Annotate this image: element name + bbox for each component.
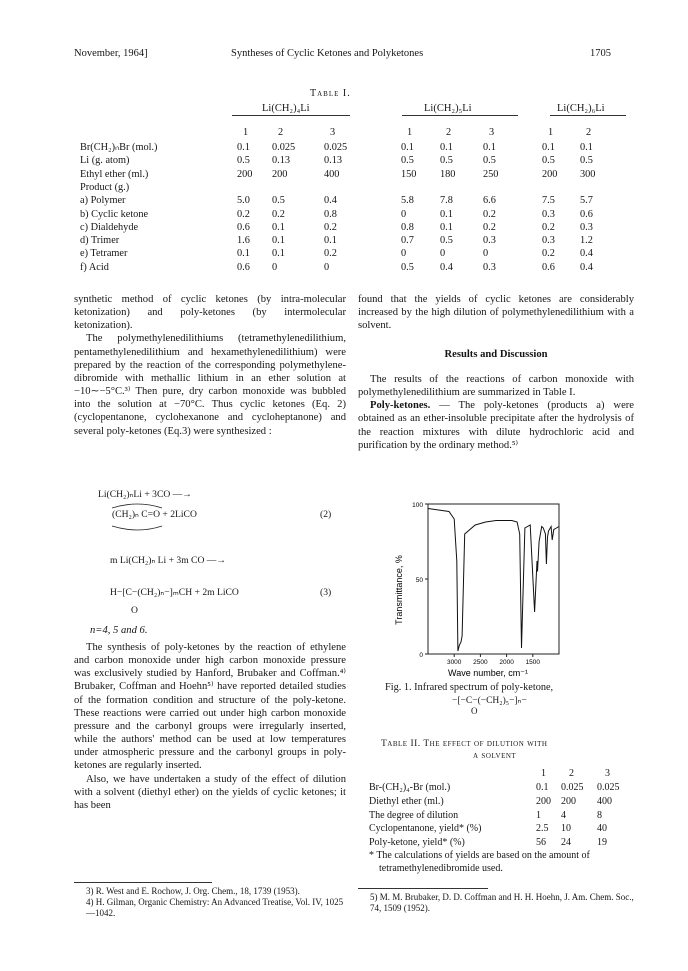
row-label: Br(CH₂)ₙBr (mol.) bbox=[80, 142, 158, 153]
table-cell: 0 bbox=[401, 208, 407, 220]
row-label: a) Polymer bbox=[80, 195, 126, 207]
equation-3-carbonyl-o: O bbox=[131, 605, 138, 616]
table-cell: 0 bbox=[401, 248, 407, 260]
table1-group-1: Li(CH₂)₄Li bbox=[262, 103, 310, 114]
figure-caption-formula: −[−C−(−CH₂)₅−]ₙ− bbox=[452, 696, 527, 706]
table-cell: 0.2 bbox=[272, 208, 285, 220]
footnote-3: 3) R. West and E. Rochow, J. Org. Chem., 18, 1739 (1953). bbox=[86, 886, 300, 896]
table-cell: 0.2 bbox=[483, 208, 496, 220]
table-row bbox=[0, 795, 612, 808]
table-cell: 6.6 bbox=[483, 195, 496, 207]
table-row bbox=[0, 154, 640, 167]
table-cell: 0.1 bbox=[401, 142, 414, 153]
table-row bbox=[0, 809, 602, 822]
table-row bbox=[0, 261, 640, 274]
table-cell: 0.1 bbox=[536, 782, 549, 793]
table-cell: 19 bbox=[597, 837, 607, 849]
table-cell: 0.1 bbox=[440, 142, 453, 153]
y-axis-label: Transmittance, % bbox=[394, 555, 404, 625]
x-tick-label: 2000 bbox=[499, 659, 514, 666]
table-cell: 1.2 bbox=[580, 235, 593, 247]
table-row bbox=[0, 822, 607, 835]
table1-group-2: Li(CH₂)₅Li bbox=[424, 103, 472, 114]
paragraph: The polymethylenedilithiums (tetramethylenedilithium, pentamethylenedilithium and hexamethylenedilithium) were prepared by the reaction of the corresponding polymethylene-dibromide with methallic lithium in an ether solution at −10∼−5°C.³⁾ Then pure, dry carbon monoxide was bubbled into the solution at −70°C. Thus cyclic ketones (Eq. 2) (cyclopentanone, cyclohexanone and cycloheptanone) and several poly-ketones (Eq.3) were synthesized : bbox=[74, 333, 346, 437]
table-cell: 0.7 bbox=[401, 235, 414, 247]
row-label: Ethyl ether (ml.) bbox=[80, 168, 149, 180]
x-axis-label: Wave number, cm⁻¹ bbox=[448, 668, 528, 678]
table-cell: 0.1 bbox=[237, 248, 250, 260]
table-cell: 7.5 bbox=[542, 195, 555, 207]
table-cell: 0.5 bbox=[237, 155, 250, 167]
table-row bbox=[0, 181, 640, 194]
table-cell: 0.1 bbox=[237, 142, 250, 153]
table-cell: 2.5 bbox=[536, 823, 549, 835]
table-cell: 0.2 bbox=[542, 221, 555, 233]
table-cell: 0.8 bbox=[324, 208, 337, 220]
paragraph: — The poly-ketones (products a) were obtained as an ether-insoluble precipitate after the hydrolysis of the reaction mixtures with dilute hydrochloric acid and purification by the ordinary method.⁵⁾ bbox=[358, 400, 634, 451]
section-title: Results and Discussion bbox=[444, 349, 548, 360]
table-cell: 0.3 bbox=[542, 235, 555, 247]
figure-caption-carbonyl-o: O bbox=[471, 706, 478, 716]
run-number: 3 bbox=[330, 127, 336, 138]
table-row bbox=[0, 168, 640, 181]
row-label: Cyclopentanone, yield* (%) bbox=[369, 823, 482, 835]
table-cell: 0.4 bbox=[440, 261, 453, 273]
row-label: Poly-ketone, yield* (%) bbox=[369, 837, 465, 849]
table-row bbox=[0, 247, 640, 260]
x-tick-label: 1500 bbox=[525, 659, 541, 666]
equation-2-number: (2) bbox=[320, 509, 332, 520]
table-cell: 56 bbox=[536, 837, 546, 849]
table-row bbox=[0, 234, 640, 247]
table-cell: 150 bbox=[401, 168, 417, 180]
table-row bbox=[0, 126, 640, 139]
equation-3-number: (3) bbox=[320, 587, 332, 598]
table-cell: 0.1 bbox=[580, 142, 593, 153]
table-cell: 0.8 bbox=[401, 221, 414, 233]
left-column bbox=[74, 293, 346, 438]
table-cell: 5.8 bbox=[401, 195, 414, 207]
table1-group-3: Li(CH₂)₆Li bbox=[557, 103, 605, 114]
table-cell: 0.2 bbox=[483, 221, 496, 233]
table1-group-brace bbox=[402, 115, 518, 125]
x-tick-label: 2500 bbox=[473, 659, 488, 666]
table1-group-brace bbox=[232, 115, 350, 125]
table-cell: 0.025 bbox=[597, 782, 620, 793]
table-cell: 0.5 bbox=[580, 155, 593, 167]
table-cell: 0.2 bbox=[542, 248, 555, 260]
run-number: 2 bbox=[278, 127, 284, 138]
table-cell: 200 bbox=[272, 168, 288, 180]
table1-group-brace bbox=[550, 115, 626, 125]
table-cell: 200 bbox=[542, 168, 558, 180]
row-label: e) Tetramer bbox=[80, 248, 128, 260]
run-number: 1 bbox=[407, 127, 413, 138]
paragraph: The results of the reactions of carbon monoxide with polymethylenedilithium are summarized in Table I. bbox=[358, 374, 634, 399]
table-cell: 0 bbox=[324, 261, 330, 273]
table-cell: 0.1 bbox=[483, 142, 496, 153]
paragraph: Also, we have undertaken a study of the effect of dilution with a solvent (diethyl ether) on the yields of cyclic ketones; it has been bbox=[74, 773, 346, 811]
row-label: Diethyl ether (ml.) bbox=[369, 795, 444, 807]
table2-title-cont: a solvent bbox=[473, 751, 517, 761]
table-cell: 0 bbox=[440, 248, 446, 260]
footnote-4: 4) H. Gilman, Organic Chemistry: An Advanced Treatise, Vol. IV, 1025—1042. bbox=[86, 897, 344, 918]
table-cell: 0 bbox=[272, 261, 278, 273]
table-row bbox=[0, 767, 610, 780]
table-cell: 0.4 bbox=[580, 261, 593, 273]
table-cell: 0.025 bbox=[324, 142, 348, 153]
table-cell: 5.7 bbox=[580, 195, 593, 207]
table-cell: 0.1 bbox=[440, 208, 453, 220]
running-header-left: November, 1964] bbox=[74, 48, 148, 59]
table-row bbox=[0, 221, 640, 234]
equation-3-products: H−[C−(CH₂)ₙ−]ₘCH + 2m LiCO bbox=[110, 587, 239, 598]
row-label: d) Trimer bbox=[80, 235, 120, 247]
table-cell: 300 bbox=[580, 168, 596, 180]
page-number: 1705 bbox=[590, 48, 611, 59]
running-header-title: Syntheses of Cyclic Ketones and Polyketones bbox=[231, 48, 424, 59]
footnote-rule bbox=[74, 882, 212, 883]
equation-2-reactants: Li(CH₂)ₙLi + 3CO —→ bbox=[98, 489, 192, 500]
table-cell: 0.6 bbox=[237, 261, 250, 273]
table-cell: 0.13 bbox=[324, 155, 343, 167]
row-label: c) Dialdehyde bbox=[80, 221, 139, 233]
table-cell: 0.3 bbox=[542, 208, 555, 220]
footnote-5: 5) M. M. Brubaker, D. D. Coffman and H. H. Hoehn, J. Am. Chem. Soc., 74, 1509 (1952). bbox=[370, 892, 634, 913]
plot-frame bbox=[428, 504, 559, 654]
table-cell: 0.13 bbox=[272, 155, 291, 167]
table-cell: 0 bbox=[483, 248, 489, 260]
table-cell: 200 bbox=[536, 795, 551, 807]
run-number: 1 bbox=[548, 127, 554, 138]
paragraph: synthetic method of cyclic ketones (by intra-molecular ketonization) and poly-ketones (by intermolecular ketonization). bbox=[74, 294, 346, 332]
table-cell: 0.4 bbox=[324, 195, 337, 207]
table-cell: 200 bbox=[561, 795, 576, 807]
table-cell: 0.5 bbox=[440, 155, 453, 167]
equation-3-reactants: m Li(CH₂)ₙ Li + 3m CO —→ bbox=[110, 555, 226, 566]
row-label: Li (g. atom) bbox=[80, 155, 130, 167]
table-cell: 0.6 bbox=[542, 261, 555, 273]
table-cell: 24 bbox=[561, 837, 571, 849]
row-label: The degree of dilution bbox=[369, 809, 459, 821]
y-tick-label: 50 bbox=[415, 577, 423, 584]
table-cell: 7.8 bbox=[440, 195, 453, 207]
figure-caption: Fig. 1. Infrared spectrum of poly-ketone, bbox=[385, 682, 554, 693]
table-cell: 0.2 bbox=[324, 221, 337, 233]
table-cell: 0.025 bbox=[272, 142, 296, 153]
row-label: b) Cyclic ketone bbox=[80, 208, 149, 220]
table-cell: 250 bbox=[483, 168, 499, 180]
table-cell: 0.2 bbox=[237, 208, 250, 220]
table-row bbox=[0, 836, 607, 849]
table2-note: * The calculations of yields are based on the amount of tetramethylenedibromide used. bbox=[369, 850, 590, 874]
table-cell: 5.0 bbox=[237, 195, 250, 207]
table-cell: 0.6 bbox=[580, 208, 593, 220]
table-row bbox=[0, 141, 640, 154]
table-cell: 400 bbox=[597, 795, 612, 807]
x-tick-label: 3000 bbox=[446, 659, 462, 666]
right-column-body bbox=[358, 373, 634, 452]
table-row bbox=[0, 194, 640, 207]
run-number: 3 bbox=[489, 127, 495, 138]
table-cell: 0.6 bbox=[237, 221, 250, 233]
row-label: f) Acid bbox=[80, 261, 109, 273]
table-cell: 0.3 bbox=[483, 235, 496, 247]
equation-2-products: (CH₂)ₙ C=O + 2LiCO bbox=[112, 509, 197, 520]
ir-spectrum-chart bbox=[388, 490, 568, 680]
table-cell: 1.6 bbox=[237, 235, 250, 247]
table-cell: 1 bbox=[536, 809, 541, 821]
table-cell: 8 bbox=[597, 809, 602, 821]
table-cell: 0.2 bbox=[324, 248, 337, 260]
table-cell: 0.5 bbox=[440, 235, 453, 247]
column-header: 2 bbox=[569, 768, 574, 779]
paragraph: The synthesis of poly-ketones by the reaction of ethylene and carbon monoxide under high carbon monoxide pressure was exclusively studied by Hanford, Brubaker and Coffman.⁴⁾ Brubaker, Coffman and Hoehn⁵⁾ have reported detailed studies of the formation condition and structure of the poly-ketone. These reactions were carried out under high carbon monoxide pressure and the carbonyl groups were irregularly inserted, while the authors' method can be used at low temperatures under atmospheric pressure and the carbonyl groups in poly-ketones are regularly inserted. bbox=[74, 642, 346, 772]
table-cell: 0.3 bbox=[483, 261, 496, 273]
table-cell: 0.5 bbox=[272, 195, 285, 207]
table-cell: 180 bbox=[440, 168, 456, 180]
table-cell: 400 bbox=[324, 168, 340, 180]
table-cell: 4 bbox=[561, 809, 566, 821]
run-number: 1 bbox=[243, 127, 249, 138]
table-cell: 0.1 bbox=[272, 248, 285, 260]
table-cell: 0.5 bbox=[401, 155, 414, 167]
table-cell: 0.5 bbox=[542, 155, 555, 167]
table-cell: 200 bbox=[237, 168, 253, 180]
table-cell: 0.1 bbox=[542, 142, 555, 153]
table-row bbox=[0, 208, 640, 221]
table-cell: 0.1 bbox=[440, 221, 453, 233]
run-number: 2 bbox=[446, 127, 452, 138]
table-cell: 0.3 bbox=[580, 221, 593, 233]
table-cell: 0.5 bbox=[401, 261, 414, 273]
table-cell: 40 bbox=[597, 823, 607, 835]
right-column bbox=[358, 293, 634, 332]
table-cell: 0.4 bbox=[580, 248, 593, 260]
column-header: 1 bbox=[541, 768, 546, 779]
table1-title: Table I. bbox=[310, 88, 351, 99]
footnote-rule bbox=[358, 888, 488, 889]
table-cell: 0.5 bbox=[483, 155, 496, 167]
run-number: 2 bbox=[586, 127, 592, 138]
row-label: Product (g.) bbox=[80, 181, 130, 193]
table-cell: 0.1 bbox=[324, 235, 337, 247]
y-tick-label: 100 bbox=[412, 502, 423, 509]
paragraph-heading: Poly-ketones. bbox=[370, 400, 431, 412]
table-cell: 0.025 bbox=[561, 782, 584, 793]
row-label: Br-(CH₂)₄-Br (mol.) bbox=[369, 782, 451, 793]
y-tick-label: 0 bbox=[419, 652, 423, 659]
spectrum-line bbox=[428, 509, 559, 652]
n-values: n=4, 5 and 6. bbox=[90, 625, 148, 636]
table-cell: 0.1 bbox=[272, 235, 285, 247]
table-cell: 0.1 bbox=[272, 221, 285, 233]
column-header: 3 bbox=[605, 768, 610, 779]
table-cell: 10 bbox=[561, 823, 571, 835]
paragraph: found that the yields of cyclic ketones are considerably increased by the high dilution of polymethylenedilithium with a solvent. bbox=[358, 294, 634, 332]
table-row bbox=[0, 781, 620, 794]
table2-title: Table II. The effect of dilution with bbox=[381, 739, 548, 749]
